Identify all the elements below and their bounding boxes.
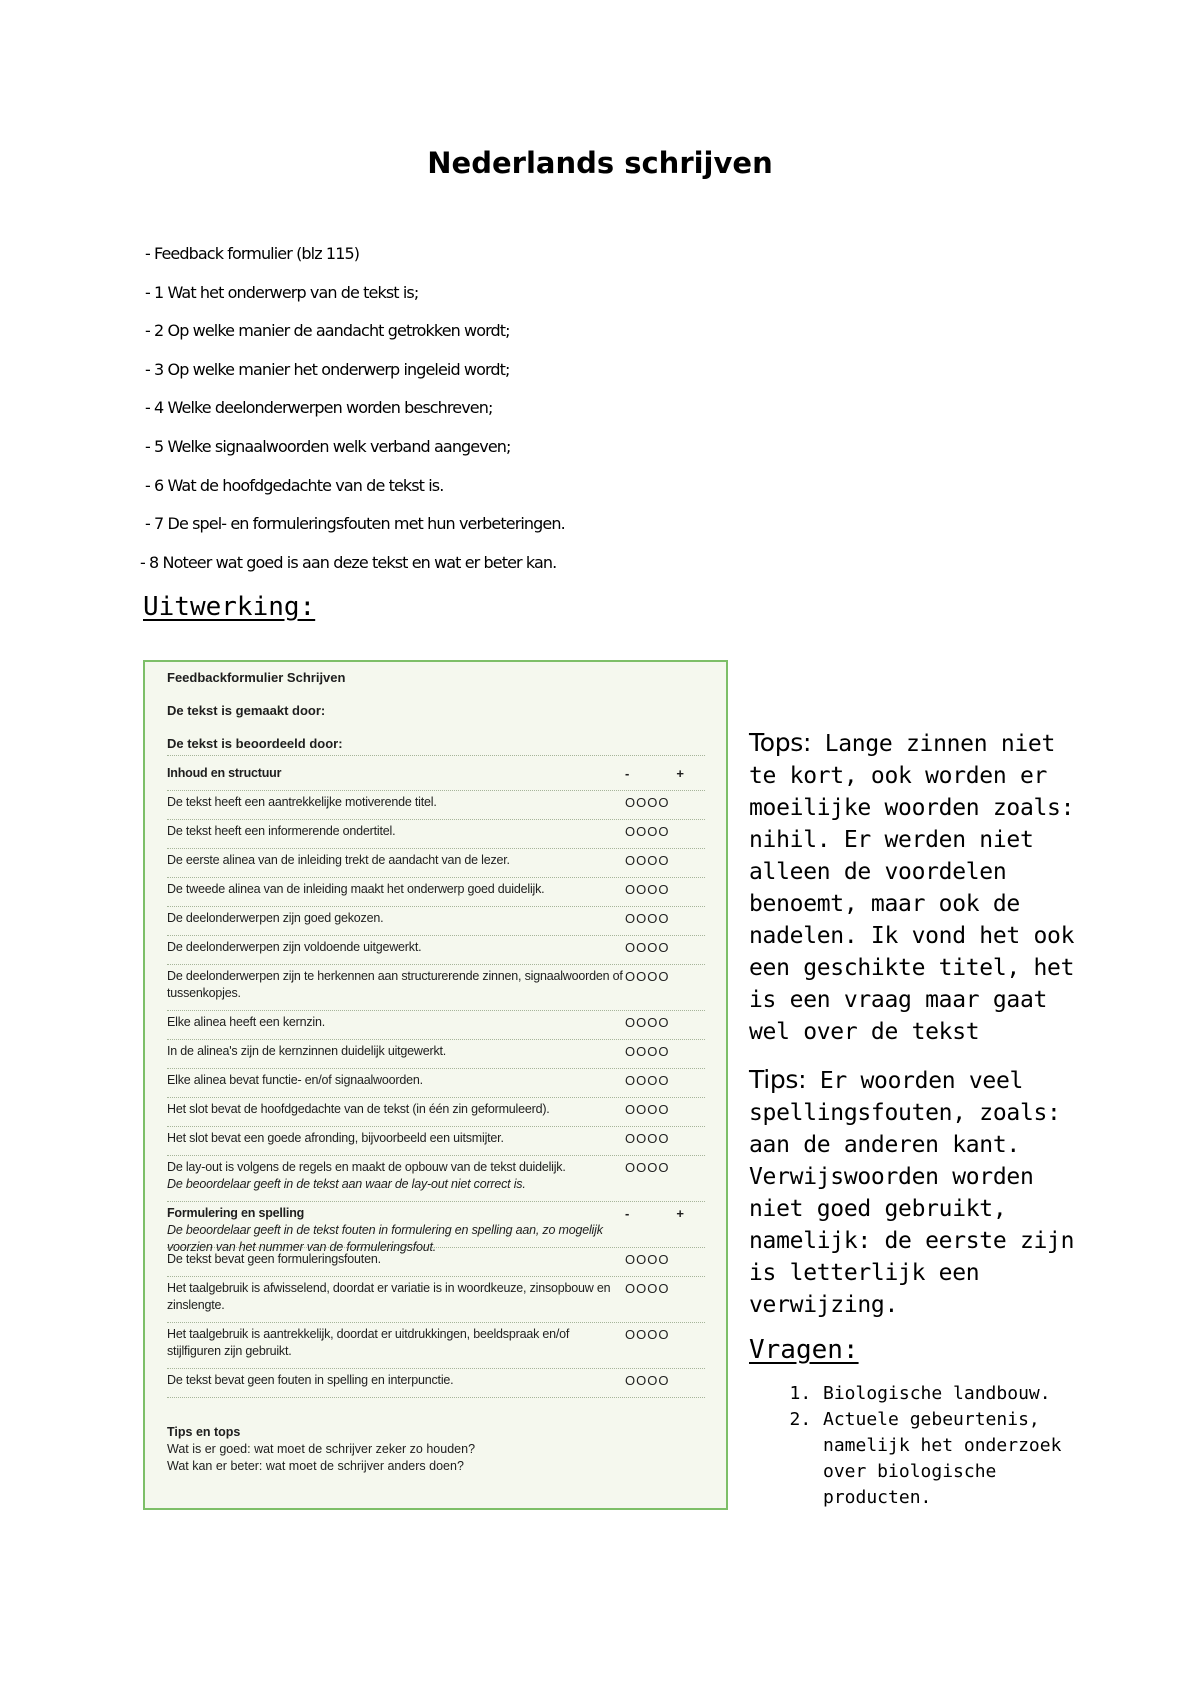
row-text: Elke alinea heeft een kernzin. <box>167 1015 325 1029</box>
list-item: - 4 Welke deelonderwerpen worden beschreven; <box>145 398 493 418</box>
form-judged-by: De tekst is beoordeeld door: <box>167 736 705 756</box>
row-text: De deelonderwerpen zijn te herkennen aan structurerende zinnen, signaalwoorden of tussenkopjes. <box>167 969 623 1000</box>
row-text: Het taalgebruik is afwisselend, doordat er variatie is in woordkeuze, zinsopbouw en zinslengte. <box>167 1281 611 1312</box>
row-main-text: De lay-out is volgens de regels en maakt de opbouw van de tekst duidelijk. <box>167 1160 566 1174</box>
tips-question-better: Wat kan er beter: wat moet de schrijver anders doen? <box>167 1459 464 1473</box>
vragen-heading: Vragen: <box>749 1335 859 1365</box>
table-row <box>167 791 705 820</box>
tops-paragraph <box>749 727 1079 1048</box>
table-row <box>167 936 705 965</box>
rating-circles: OOOO <box>625 969 670 984</box>
table-row <box>167 878 705 907</box>
section-title <box>167 1205 625 1254</box>
tips-text: Er woorden veel spellingsfouten, zoals: aan de anderen kant. Verwijswoorden worden niet goed gebruikt, namelijk: de eerste zijn is letterlijk een verwijzing. <box>749 1068 1075 1318</box>
rating-circles: OOOO <box>625 1160 670 1175</box>
rating-circles: OOOO <box>625 940 670 955</box>
rating-circles: OOOO <box>625 1044 670 1059</box>
table-row <box>167 820 705 849</box>
form-section-header <box>167 762 705 791</box>
table-row <box>167 1369 705 1398</box>
row-note: De beoordelaar geeft in de tekst aan waar de lay-out niet correct is. <box>167 1177 526 1191</box>
uitwerking-heading: Uitwerking: <box>143 592 316 622</box>
row-text: In de alinea's zijn de kernzinnen duidelijk uitgewerkt. <box>167 1044 447 1058</box>
row-text: Elke alinea bevat functie- en/of signaalwoorden. <box>167 1073 423 1087</box>
rating-circles: OOOO <box>625 1073 670 1088</box>
section-title: Inhoud en structuur <box>167 766 282 780</box>
rating-circles: OOOO <box>625 1015 670 1030</box>
scale-header <box>625 765 705 786</box>
table-row <box>167 1323 705 1369</box>
minus-label: - <box>625 766 631 781</box>
list-item: - Feedback formulier (blz 115) <box>145 244 360 263</box>
list-item: - 5 Welke signaalwoorden welk verband aangeven; <box>145 436 511 456</box>
plus-label: + <box>676 1206 685 1221</box>
rating-circles: OOOO <box>625 1102 670 1117</box>
plus-label: + <box>676 766 685 781</box>
rating-circles: OOOO <box>625 795 670 810</box>
table-row <box>167 1098 705 1127</box>
form-title: Feedbackformulier Schrijven <box>167 670 346 685</box>
row-text: Het taalgebruik is aantrekkelijk, doordat er uitdrukkingen, beeldspraak en/of stijlfiguren zijn gebruikt. <box>167 1327 570 1358</box>
form-made-by: De tekst is gemaakt door: <box>167 703 326 718</box>
row-text <box>167 1159 625 1197</box>
section-note: De beoordelaar geeft in de tekst fouten in formulering en spelling aan, zo mogelijk voorzien van het nummer van de formuleringsfout. <box>167 1223 603 1254</box>
row-text: Het slot bevat de hoofdgedachte van de tekst (in één zin geformuleerd). <box>167 1102 550 1116</box>
feedback-form-image <box>143 660 728 1510</box>
rating-circles: OOOO <box>625 1373 670 1388</box>
table-row <box>167 965 705 1011</box>
rating-circles: OOOO <box>625 1252 670 1267</box>
tips-paragraph <box>749 1064 1079 1321</box>
tips-title: Tips en tops <box>167 1425 241 1439</box>
section-title-text: Formulering en spelling <box>167 1206 305 1220</box>
table-row <box>167 1011 705 1040</box>
row-text: Het slot bevat een goede afronding, bijvoorbeeld een uitsmijter. <box>167 1131 504 1145</box>
table-row <box>167 1069 705 1098</box>
row-text: De tekst heeft een informerende ondertitel. <box>167 824 396 838</box>
feedback-column <box>749 727 1079 1511</box>
row-text: De tekst bevat geen fouten in spelling en interpunctie. <box>167 1373 454 1387</box>
rating-circles: OOOO <box>625 1327 670 1342</box>
tops-text: Lange zinnen niet te kort, ook worden er moeilijke woorden zoals: nihil. Er werden niet alleen de voordelen benoemt, maar ook de nadelen. Ik vond het ook een geschikte titel, het is een vraag maar gaat wel over de tekst <box>749 731 1075 1045</box>
tips-question-good: Wat is er goed: wat moet de schrijver zeker zo houden? <box>167 1442 476 1456</box>
list-item: - 2 Op welke manier de aandacht getrokken wordt; <box>145 321 510 341</box>
list-item: 2. Actuele gebeurtenis, namelijk het onderzoek over biologische producten. <box>822 1407 1079 1511</box>
list-item: - 8 Noteer wat goed is aan deze tekst en wat er beter kan. <box>140 552 557 572</box>
minus-label: - <box>625 1206 631 1221</box>
list-item: - 1 Wat het onderwerp van de tekst is; <box>145 282 419 302</box>
list-item: 1. Biologische landbouw. <box>822 1381 1079 1407</box>
rating-circles: OOOO <box>625 824 670 839</box>
table-row <box>167 1248 705 1277</box>
rating-circles: OOOO <box>625 853 670 868</box>
row-text: De tekst heeft een aantrekkelijke motiverende titel. <box>167 795 437 809</box>
assignment-list <box>140 243 565 590</box>
list-item: - 6 Wat de hoofdgedachte van de tekst is. <box>145 475 444 495</box>
table-row <box>167 907 705 936</box>
table-row <box>167 849 705 878</box>
form-section-header <box>167 1202 705 1254</box>
tops-label: Tops: <box>749 728 812 757</box>
row-text: De tekst bevat geen formuleringsfouten. <box>167 1252 381 1266</box>
row-text: De deelonderwerpen zijn goed gekozen. <box>167 911 384 925</box>
list-item: - 7 De spel- en formuleringsfouten met hun verbeteringen. <box>145 514 565 534</box>
table-row <box>167 1040 705 1069</box>
list-item: - 3 Op welke manier het onderwerp ingeleid wordt; <box>145 359 510 379</box>
row-text: De eerste alinea van de inleiding trekt de aandacht van de lezer. <box>167 853 510 867</box>
table-row <box>167 1277 705 1323</box>
row-text: De tweede alinea van de inleiding maakt het onderwerp goed duidelijk. <box>167 882 545 896</box>
table-row <box>167 1127 705 1156</box>
rating-circles: OOOO <box>625 1131 670 1146</box>
row-text: De deelonderwerpen zijn voldoende uitgewerkt. <box>167 940 422 954</box>
rating-circles: OOOO <box>625 911 670 926</box>
table-row <box>167 1156 705 1202</box>
tips-label: Tips: <box>749 1065 807 1094</box>
vragen-list <box>749 1381 1079 1511</box>
tips-and-tops-block <box>167 1424 705 1475</box>
page-title: Nederlands schrijven <box>427 146 773 180</box>
rating-circles: OOOO <box>625 1281 670 1296</box>
scale-header <box>625 1205 705 1243</box>
rating-circles: OOOO <box>625 882 670 897</box>
